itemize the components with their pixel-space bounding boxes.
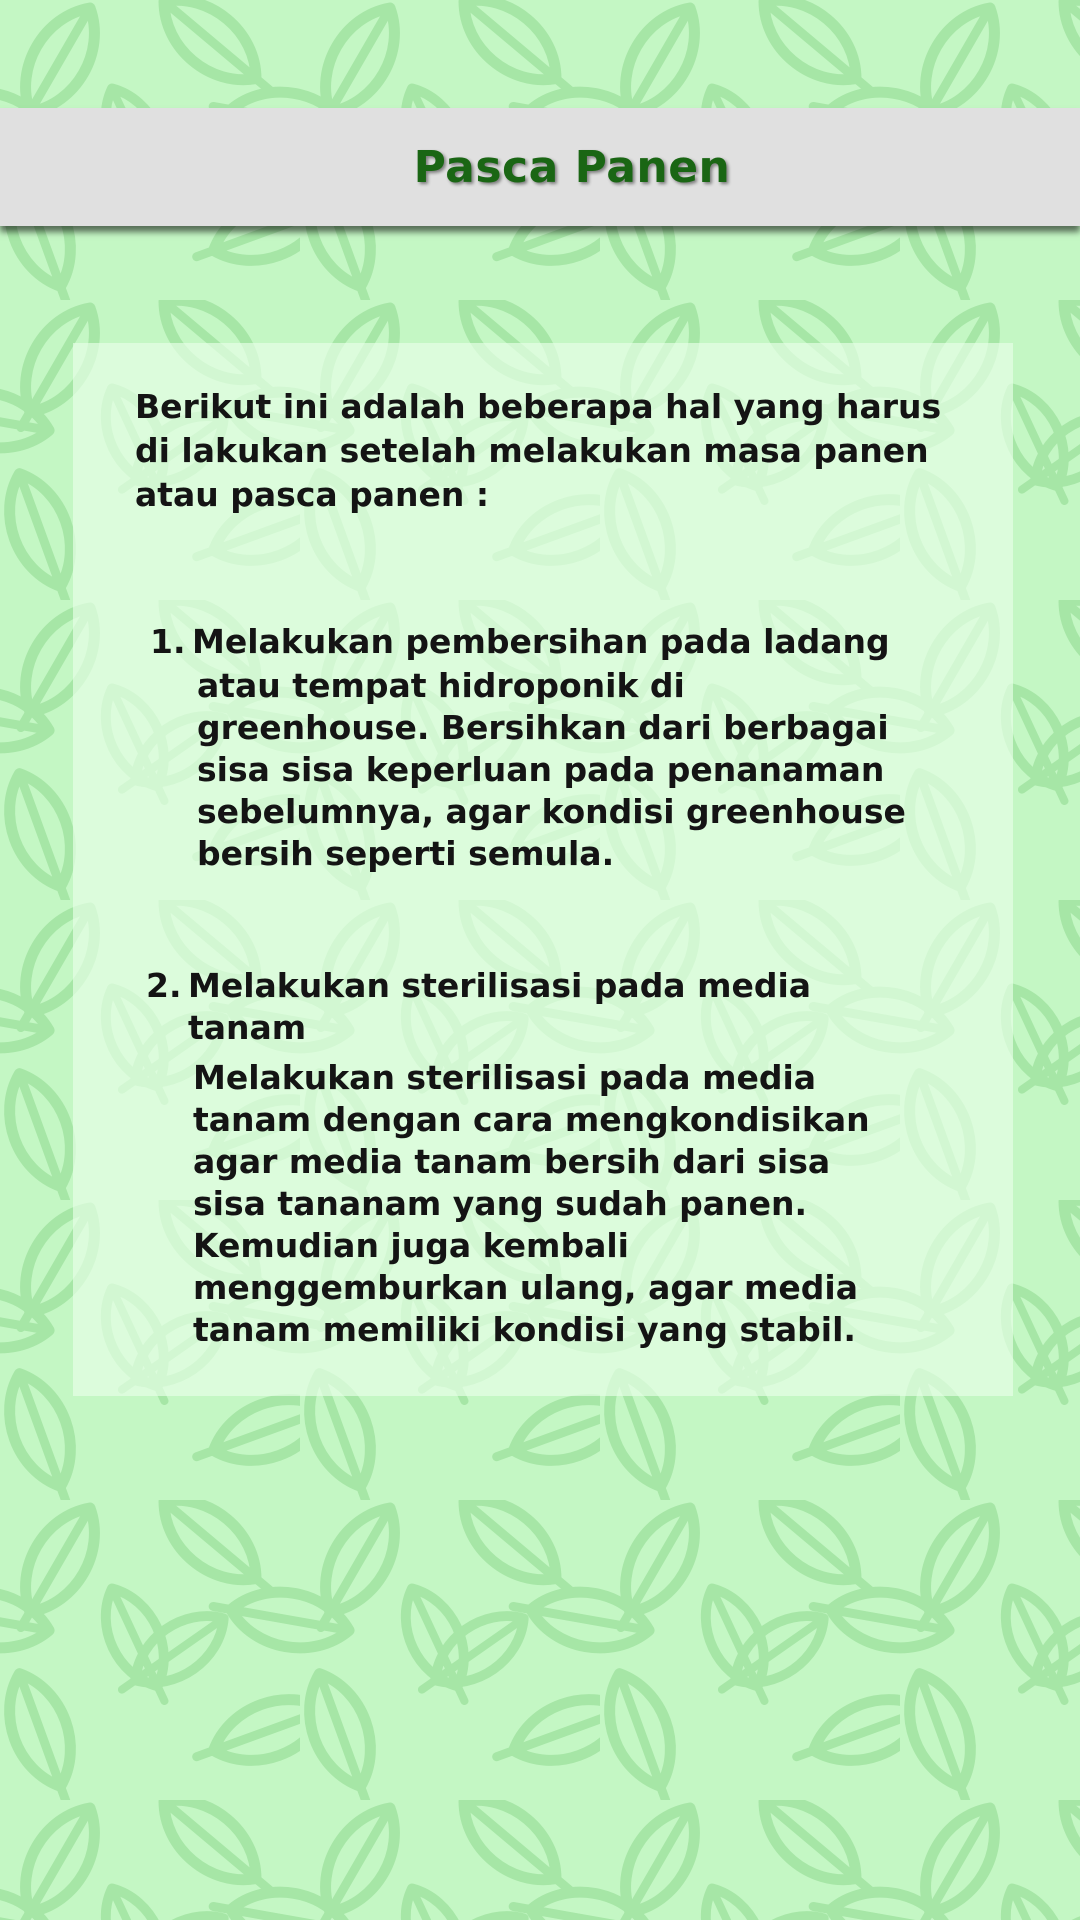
list-item-number: 1. — [150, 622, 186, 661]
list-item-1 — [150, 621, 910, 875]
list-item-body: atau tempat hidroponik di greenhouse. Bersihkan dari berbagai sisa sisa keperluan pada penanaman sebelumnya, agar kondisi greenhouse bersih seperti semula. — [197, 666, 906, 873]
list-item-number: 2. — [146, 966, 182, 1005]
list-item-2 — [146, 965, 906, 1351]
intro-text: Berikut ini adalah beberapa hal yang harus di lakukan setelah melakukan masa panen atau pasca panen : — [135, 387, 942, 514]
header-bar — [0, 108, 1080, 226]
list-item-heading: Melakukan sterilisasi pada media tanam — [188, 966, 812, 1047]
content-card — [73, 343, 1013, 1396]
list-item-body: Melakukan sterilisasi pada media tanam dengan cara mengkondisikan agar media tanam bersih dari sisa sisa tananam yang sudah panen. Kemudian juga kembali menggemburkan ulang, agar media tanam memiliki kondisi yang stabil. — [193, 1058, 870, 1349]
list-item-heading: Melakukan pembersihan pada ladang — [192, 622, 890, 661]
page-title: Pasca Panen — [413, 141, 731, 193]
